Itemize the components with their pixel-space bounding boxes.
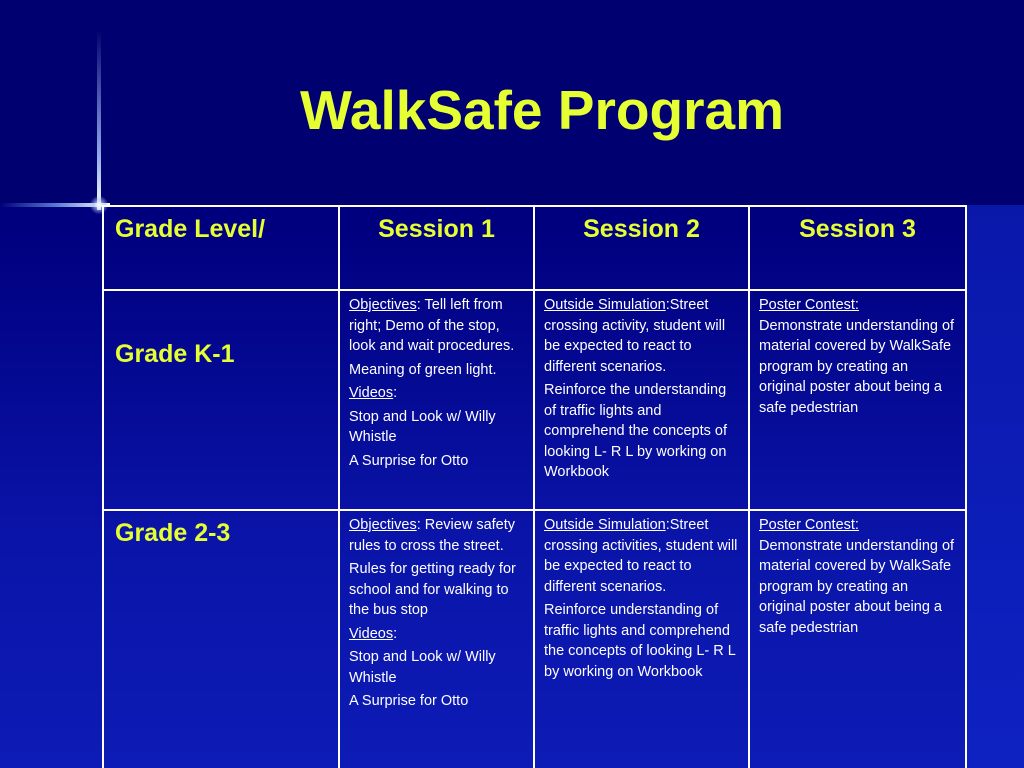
poster-paragraph — [759, 295, 957, 316]
simulation-label: Outside Simulation — [544, 517, 666, 533]
extra-note: Meaning of green light. — [349, 361, 497, 378]
background-right-band — [966, 205, 1024, 768]
session-3-cell — [749, 510, 966, 768]
program-table — [102, 205, 967, 768]
grade-cell — [103, 510, 339, 768]
grade-label: Grade K-1 — [115, 340, 235, 368]
videos-colon: : — [393, 385, 398, 401]
extra-note: Rules for getting ready for school and for walking to the bus stop — [349, 561, 516, 618]
simulation-label: Outside Simulation — [544, 297, 666, 313]
video-title: Stop and Look w/ Willy Whistle — [349, 408, 496, 445]
table-row — [103, 290, 966, 510]
videos-label: Videos — [349, 385, 394, 401]
video-title: A Surprise for Otto — [349, 452, 469, 469]
objectives-label: Objectives — [349, 297, 417, 313]
poster-contest-label: Poster Contest: — [759, 297, 859, 313]
videos-label: Videos — [349, 625, 394, 642]
objectives-text: : Tell left from right; Demo of the stop, look and wait procedures. — [349, 297, 515, 354]
session-1-cell — [339, 290, 534, 510]
session-2-cell — [534, 510, 749, 768]
table-row — [103, 510, 966, 768]
slide-title: WalkSafe Program — [300, 79, 784, 141]
videos-paragraph — [349, 383, 525, 404]
poster-contest-text: Demonstrate understanding of material covered by WalkSafe program by creating an original poster about being a safe pedestrian — [759, 537, 955, 636]
grade-cell — [103, 290, 339, 510]
poster-contest-text: Demonstrate understanding of material covered by WalkSafe program by creating an original poster about being a safe pedestrian — [759, 317, 955, 416]
table-header-row — [103, 206, 966, 290]
simulation-paragraph — [544, 295, 740, 377]
poster-contest-label: Poster Contest: — [759, 517, 859, 533]
reinforce-note: Reinforce the understanding of traffic lights and comprehend the concepts of looking L- R L by working on Workbook — [544, 382, 727, 480]
simulation-text: :Street crossing activity, student will be expected to react to different scenarios. — [544, 297, 726, 375]
videos-colon: : — [393, 625, 398, 642]
video-title: Stop and Look w/ Willy Whistle — [349, 649, 496, 686]
session-3-cell — [749, 290, 966, 510]
grade-label: Grade 2-3 — [115, 519, 231, 547]
header-session-1: Session 1 — [339, 206, 534, 290]
reinforce-note: Reinforce understanding of traffic lights and comprehend the concepts of looking L- R L by working on Workbook — [544, 602, 736, 680]
objectives-paragraph — [349, 515, 525, 556]
objectives-paragraph — [349, 295, 525, 357]
video-title: A Surprise for Otto — [349, 693, 469, 709]
objectives-label: Objectives — [349, 517, 417, 533]
simulation-text: :Street crossing activities, student will be expected to react to different scenarios. — [544, 517, 738, 595]
session-2-cell — [534, 290, 749, 510]
poster-paragraph — [759, 515, 957, 536]
session-1-cell — [339, 510, 534, 768]
simulation-paragraph — [544, 515, 740, 597]
header-session-2: Session 2 — [534, 206, 749, 290]
header-grade-level: Grade Level/ — [103, 206, 339, 290]
objectives-text: : Review safety rules to cross the street. — [349, 517, 516, 554]
header-session-3: Session 3 — [749, 206, 966, 290]
videos-paragraph — [349, 624, 525, 645]
